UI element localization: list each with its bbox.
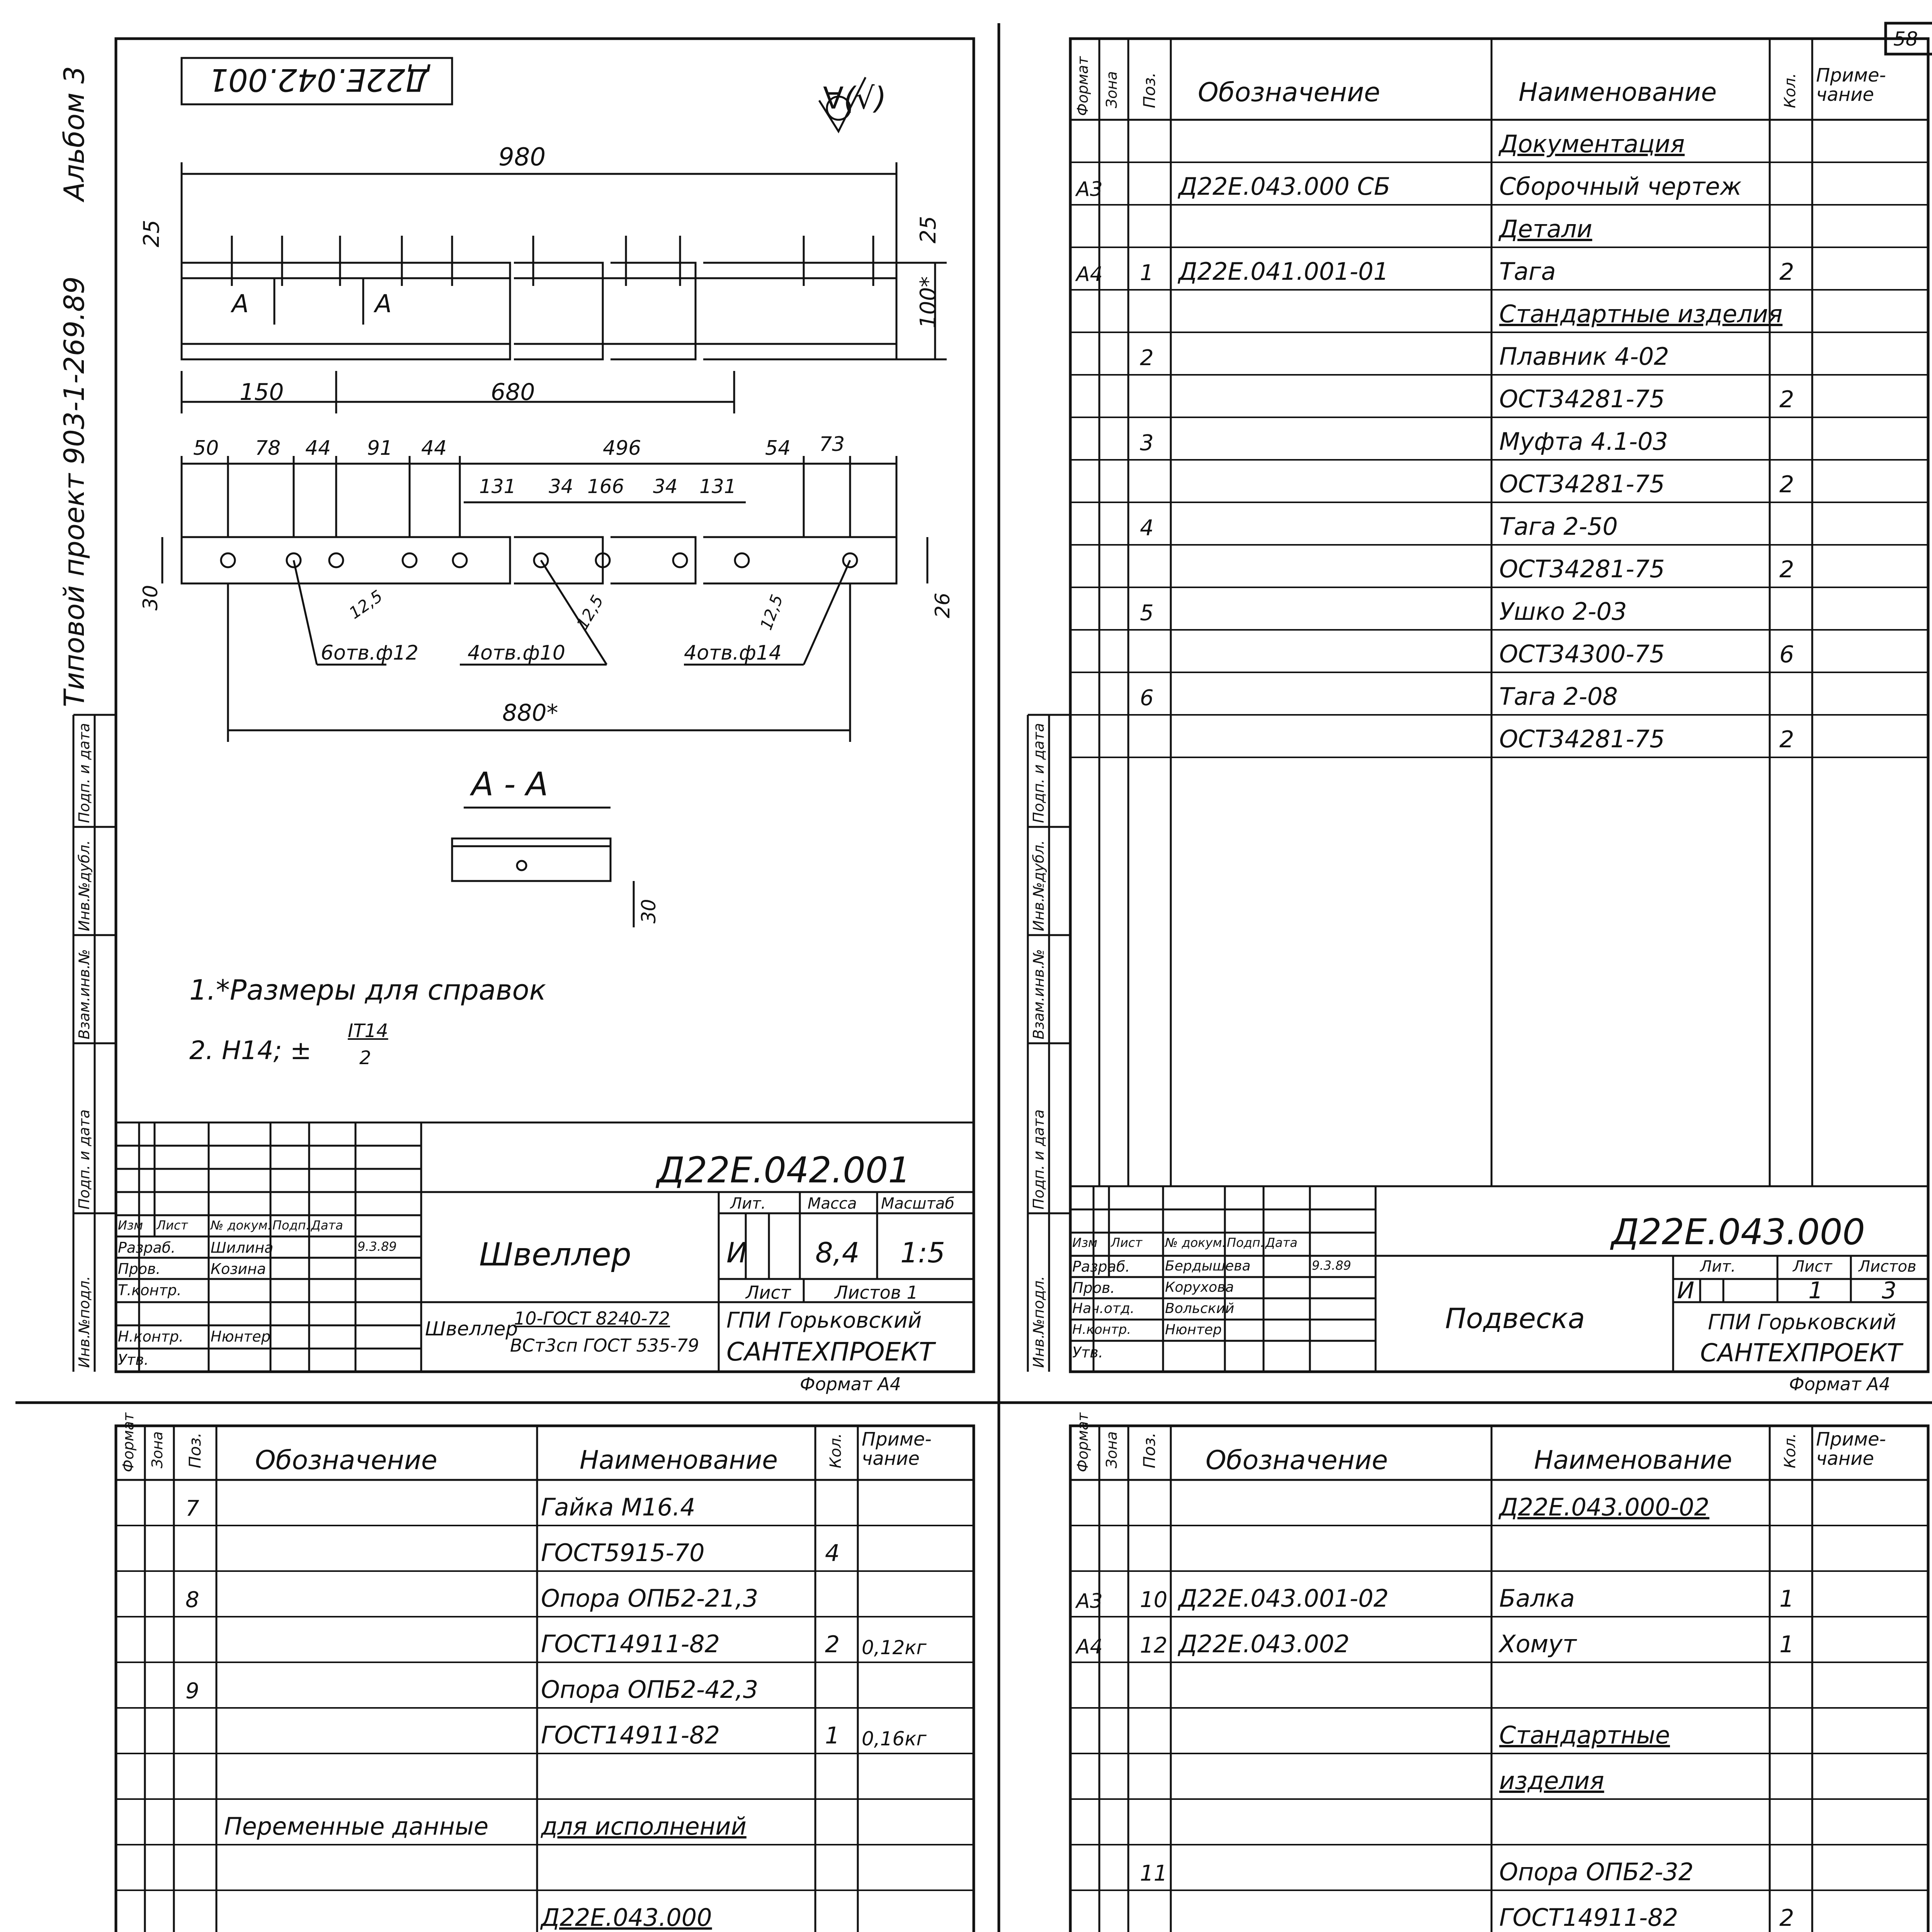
format-cell: А3 (1076, 1589, 1103, 1613)
name-cell: для исполнений (541, 1812, 747, 1841)
spec-header-zone: Зона (1103, 1431, 1120, 1468)
page-number: 58 (1893, 28, 1918, 50)
spec-header-name: Наименование (1534, 1445, 1732, 1475)
tb-role: Пров. (118, 1260, 161, 1277)
tb-date: 9.3.89 (1312, 1258, 1351, 1273)
name-cell: Плавник 4-02 (1499, 342, 1669, 371)
side-label: Подп. и дата (76, 1109, 93, 1209)
spec1-lit-header: Лит. (1700, 1258, 1736, 1276)
sheets-header: Листов 1 (835, 1282, 918, 1303)
format-label: Формат А4 (800, 1374, 901, 1395)
qty-cell: 2 (1779, 471, 1794, 498)
dim-125: 12,5 (345, 586, 386, 623)
side-label: Инв.№подл. (1030, 1276, 1047, 1368)
spec-header-designation: Обозначение (255, 1445, 437, 1476)
spec-header-note: Приме-чание (1816, 1429, 1886, 1470)
org-name-2: САНТЕХПРОЕКТ (726, 1337, 935, 1367)
spec-header-note: Приме-чание (1816, 65, 1886, 106)
name-cell: Опора ОПБ2-42,3 (541, 1675, 759, 1704)
name-cell: Д22Е.043.000 (541, 1903, 712, 1932)
name-cell: ГОСТ5915-70 (541, 1539, 705, 1567)
note-2-denominator: 2 (359, 1047, 371, 1069)
qty-cell: 2 (1779, 1905, 1794, 1932)
spec-header-zone: Зона (149, 1431, 166, 1468)
position-cell: 3 (1140, 430, 1154, 456)
format-cell: А4 (1076, 262, 1103, 286)
spec-header-pos: Поз. (1140, 72, 1159, 108)
tb-header: Изм (118, 1218, 143, 1233)
tb-person: Козина (211, 1260, 266, 1277)
scale-header: Масштаб (881, 1195, 955, 1213)
tb-person: Вольский (1165, 1301, 1235, 1316)
org-name: ГПИ Горьковский (726, 1308, 922, 1333)
name-cell: ОСТ34281-75 (1499, 470, 1665, 498)
tb-role: Разраб. (1072, 1258, 1130, 1275)
position-cell: 12 (1140, 1633, 1168, 1658)
section-mark-a-left: А (232, 290, 249, 318)
tb-header: № докум. (1165, 1235, 1226, 1250)
dim-100: 100* (916, 276, 941, 328)
designation-cell: Д22Е.043.002 (1179, 1630, 1350, 1658)
scale-value: 1:5 (900, 1236, 945, 1269)
qty-cell: 2 (1779, 726, 1794, 753)
dim-880: 880* (502, 699, 558, 726)
dim-680: 680 (491, 379, 535, 406)
holes-14: 4отв.ф14 (684, 641, 782, 665)
position-cell: 11 (1140, 1861, 1168, 1886)
spec1-format: Формат А4 (1789, 1374, 1890, 1395)
tb-header: Изм (1072, 1235, 1098, 1250)
tb-role: Н.контр. (118, 1328, 184, 1345)
tb-role: Т.контр. (118, 1282, 182, 1299)
material-top: 10-ГОСТ 8240-72 (514, 1308, 670, 1329)
project-label: Типовой проект 903-1-269.89 (58, 276, 90, 707)
tb-person: Корухова (1165, 1279, 1234, 1295)
spec1-org: ГПИ Горьковский (1708, 1310, 1896, 1334)
material-bottom: ВСт3сп ГОСТ 535-79 (510, 1335, 699, 1356)
name-cell: ГОСТ14911-82 (541, 1721, 720, 1750)
qty-cell: 6 (1779, 641, 1794, 668)
designation-cell: Д22Е.043.000 СБ (1179, 172, 1391, 201)
spec1-sheets-header: Листов (1859, 1258, 1917, 1276)
position-cell: 4 (1140, 515, 1154, 541)
tb-header: № докум. (211, 1218, 272, 1233)
dim-26: 26 (931, 592, 954, 618)
tb-person: Нюнтер (1165, 1322, 1222, 1338)
position-cell: 8 (185, 1587, 199, 1613)
spec1-name: Подвеска (1445, 1302, 1585, 1335)
qty-cell: 1 (1779, 1631, 1794, 1658)
spec-header-name: Наименование (1519, 77, 1717, 107)
side-label: Инв.№дубл. (1030, 840, 1047, 931)
side-label: Подп. и дата (1030, 1109, 1047, 1209)
designation-cell: Д22Е.043.001-02 (1179, 1584, 1389, 1613)
mass-value: 8,4 (815, 1236, 860, 1269)
tb-header: Дата (311, 1218, 343, 1233)
mirrored-code: Д22Е.042.001 (209, 62, 430, 98)
side-label: Взам.инв.№ (76, 949, 93, 1039)
qty-cell: 2 (825, 1631, 840, 1658)
holes-10: 4отв.ф10 (468, 641, 565, 665)
dim-44: 44 (305, 437, 331, 460)
dim-30: 30 (139, 585, 162, 611)
note-cell: 0,12кг (862, 1636, 927, 1659)
note-1: 1.*Размеры для справок (189, 974, 546, 1006)
name-cell: ОСТ34300-75 (1499, 640, 1665, 668)
tb-date: 9.3.89 (357, 1239, 397, 1254)
note-2: 2. Н14; ± (189, 1036, 312, 1065)
dim-25-left: 25 (139, 219, 164, 247)
spec-header-qty: Кол. (1781, 73, 1799, 108)
spec-header-qty: Кол. (1781, 1433, 1799, 1468)
tb-role: Нач.отд. (1072, 1301, 1135, 1316)
name-cell: Гайка М16.4 (541, 1493, 696, 1522)
qty-cell: 1 (1779, 1585, 1794, 1612)
tb-role: Н.контр. (1072, 1322, 1131, 1337)
side-label: Инв.№дубл. (76, 840, 93, 931)
qty-cell: 2 (1779, 386, 1794, 413)
qty-cell: 2 (1779, 259, 1794, 286)
material-prefix: Швеллер (425, 1318, 518, 1340)
name-cell: Д22Е.043.000-02 (1499, 1493, 1709, 1522)
qty-cell: 1 (825, 1722, 840, 1749)
dim-54: 54 (765, 437, 791, 460)
spec1-sheet-header: Лист (1793, 1258, 1832, 1276)
side-label: Взам.инв.№ (1030, 949, 1047, 1039)
side-label: Подп. и дата (76, 723, 93, 823)
tb-person: Бердышева (1165, 1258, 1251, 1274)
lit-header: Лит. (730, 1195, 766, 1213)
tb-role: Утв. (118, 1351, 149, 1368)
position-cell: 2 (1140, 345, 1154, 371)
dim-34: 34 (549, 475, 573, 498)
dim-496: 496 (603, 437, 641, 460)
name-cell: Балка (1499, 1584, 1575, 1613)
tb-header: Дата (1265, 1235, 1298, 1250)
name-cell: Тага (1499, 257, 1556, 286)
name-cell: Документация (1499, 130, 1685, 158)
dim-73: 73 (819, 433, 845, 456)
spec-header-pos: Поз. (185, 1432, 204, 1468)
spec1-lit: И (1677, 1277, 1694, 1304)
dim-50: 50 (193, 437, 219, 460)
note-cell: 0,16кг (862, 1727, 927, 1750)
name-cell: ОСТ34281-75 (1499, 555, 1665, 583)
name-cell: Опора ОПБ2-21,3 (541, 1584, 759, 1613)
spec-header-format: Формат (120, 1412, 137, 1472)
name-cell: Опора ОПБ2-32 (1499, 1858, 1694, 1886)
spec1-org-2: САНТЕХПРОЕКТ (1700, 1339, 1902, 1367)
name-cell: Муфта 4.1-03 (1499, 427, 1668, 456)
roughness-symbol: ∀(√) (823, 81, 886, 116)
qty-cell: 2 (1779, 556, 1794, 583)
tb-header: Лист (156, 1218, 188, 1233)
holes-12: 6отв.ф12 (321, 641, 418, 665)
spec-header-format: Формат (1074, 56, 1091, 116)
spec-header-zone: Зона (1103, 71, 1120, 108)
side-label: Подп. и дата (1030, 723, 1047, 823)
designation-cell: Д22Е.041.001-01 (1179, 257, 1389, 286)
qty-cell: 4 (825, 1540, 840, 1567)
position-cell: 7 (185, 1496, 199, 1522)
name-cell: Ушко 2-03 (1499, 597, 1627, 626)
format-cell: А3 (1076, 177, 1103, 201)
spec-header-designation: Обозначение (1198, 77, 1380, 108)
name-cell: Сборочный чертеж (1499, 172, 1742, 201)
section-mark-a-right: А (375, 290, 392, 318)
name-cell: изделия (1499, 1767, 1604, 1795)
name-cell: Детали (1499, 215, 1592, 243)
tb-role: Пров. (1072, 1279, 1115, 1296)
name-cell: Тага 2-08 (1499, 682, 1618, 711)
dim-125: 12,5 (573, 592, 607, 633)
spec-header-pos: Поз. (1140, 1432, 1159, 1468)
spec1-sheet: 1 (1808, 1277, 1823, 1304)
spec-header-name: Наименование (580, 1445, 778, 1475)
name-cell: Хомут (1499, 1630, 1577, 1658)
dim-78: 78 (255, 437, 281, 460)
name-cell: ГОСТ14911-82 (541, 1630, 720, 1658)
album-label: Альбом 3 (58, 66, 90, 201)
name-cell: ГОСТ14911-82 (1499, 1903, 1679, 1932)
tb-role: Утв. (1072, 1344, 1103, 1361)
lit-value: И (726, 1236, 747, 1269)
note-2-numerator: IT14 (348, 1020, 388, 1042)
mass-header: Масса (808, 1195, 857, 1213)
name-cell: Стандартные изделия (1499, 300, 1783, 328)
name-cell: Стандартные (1499, 1721, 1670, 1750)
dim-125: 12,5 (756, 592, 787, 633)
title-block-1-code: Д22Е.042.001 (657, 1150, 911, 1191)
designation-cell: Переменные данные (224, 1812, 489, 1841)
tb-header: Подп. (272, 1218, 310, 1233)
dim-30-section: 30 (638, 899, 660, 923)
position-cell: 5 (1140, 600, 1154, 626)
dim-150: 150 (240, 379, 284, 406)
spec-header-qty: Кол. (827, 1433, 845, 1468)
dim-166: 166 (587, 475, 624, 498)
tb-header: Лист (1111, 1235, 1143, 1250)
tb-person: Нюнтер (211, 1328, 271, 1345)
spec1-sheets: 3 (1882, 1277, 1897, 1304)
spec1-code: Д22Е.043.000 (1611, 1211, 1865, 1253)
position-cell: 1 (1140, 260, 1154, 286)
spec-header-note: Приме-чание (862, 1429, 932, 1470)
tb-role: Разраб. (118, 1239, 176, 1256)
position-cell: 6 (1140, 685, 1154, 711)
dim-131: 131 (699, 475, 736, 498)
name-cell: ОСТ34281-75 (1499, 725, 1665, 753)
name-cell: Тага 2-50 (1499, 512, 1618, 541)
position-cell: 10 (1140, 1587, 1168, 1613)
dim-91: 91 (367, 437, 393, 460)
dim-34: 34 (653, 475, 678, 498)
side-label: Инв.№подл. (76, 1276, 93, 1368)
dim-25-right: 25 (916, 216, 941, 243)
section-title: А - А (471, 765, 548, 803)
dim-980: 980 (498, 143, 546, 172)
title-block-1-name: Швеллер (479, 1236, 631, 1273)
spec-header-format: Формат (1074, 1412, 1091, 1472)
dim-44: 44 (421, 437, 447, 460)
dim-131: 131 (479, 475, 516, 498)
tb-person: Шилина (211, 1239, 274, 1256)
spec-header-designation: Обозначение (1206, 1445, 1388, 1476)
position-cell: 9 (185, 1679, 199, 1704)
name-cell: ОСТ34281-75 (1499, 385, 1665, 413)
tb-header: Подп. (1227, 1235, 1264, 1250)
sheet-header: Лист (746, 1282, 791, 1303)
format-cell: А4 (1076, 1635, 1103, 1658)
